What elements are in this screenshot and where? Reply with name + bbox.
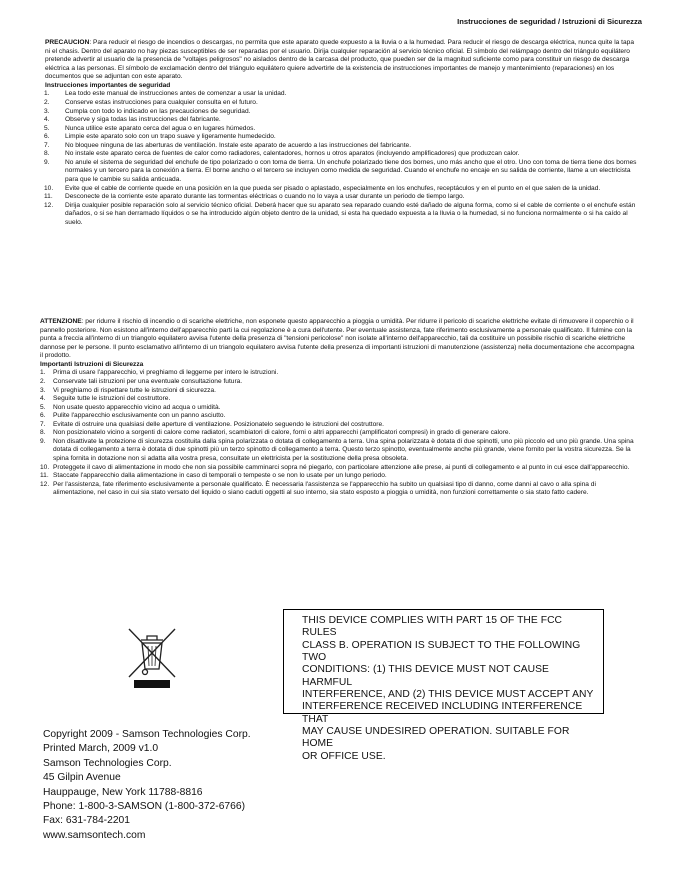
italian-instruction-item [40,421,638,430]
item-text: Limpie este aparato solo con un trapo suave y ligeramente humedecido. [65,133,276,141]
italian-instruction-item [40,395,638,404]
item-text: No bloquee ninguna de las aberturas de ventilación. Instale este aparato de acuerdo a las instrucciones del fabricante. [65,141,412,149]
footer-line: Fax: 631-784-2201 [43,815,131,827]
item-number: 9. [40,437,46,445]
item-text: Conservate tali istruzioni per una eventuale consultazione futura. [53,377,243,385]
item-text: Seguite tutte le istruzioni del costruttore. [53,395,171,403]
item-number: 6. [40,412,46,420]
item-text: Non disattivate la protezione di sicurezza costituita dalla spina polarizzata o dotata di collegamento a terra. Una spina polarizzata è dotata di due spinotti, uno più piccolo ed uno più grande. Una spina dotata di collegamento a terra è dotata di due spinotti più un terzo spinotto di collegamento a terra. Questo terzo spinotto, eventualmente anche più grande, viene fornito per la vostra sicurezza. Se la spina fornita in dotazione non si adatta alla vostra presa, consultate un elettricista per la sostituzione della presa obsoleta. [53,437,634,462]
spanish-safety-section [40,39,638,227]
item-number: 8. [40,429,46,437]
item-text: Conserve estas instrucciones para cualquier consulta en el futuro. [65,98,258,106]
item-number: 11. [40,472,49,480]
spanish-caution-text: : Para reducir el riesgo de incendios o descargas, no permita que este aparato quede expuesto a la lluvia o a la humedad. Para reducir el riesgo de descarga eléctrica, nunca quite la tapa ni el chasis. Dentro del aparato no hay piezas susceptibles de ser reparadas por el usuario. Dirija cualquier reparación al servicio técnico oficial. El símbolo del relámpago dentro del triángulo equilátero pretende advertir al usuario de la presencia de "voltajes peligrosos" no aislados dentro de la carcasa del producto, que pueden ser de la magnitud suficiente como para constituir un riesgo de descarga eléctrica a las personas. El símbolo de exclamación dentro del triángulo equilátero quiere advertirle de la existencia de instrucciones importantes de manejo y mantenimiento (reparaciones) en los documentos que se adjuntan con este aparato. [45,39,635,81]
italian-instruction-item [40,387,638,396]
spanish-instruction-item [40,142,638,151]
item-number: 10. [44,184,54,192]
footer-line: Samson Technologies Corp. [43,757,172,769]
italian-instruction-list [40,369,638,497]
item-number: 10. [40,463,50,471]
spanish-instruction-list [40,90,638,227]
spanish-instruction-item [40,133,638,142]
item-text: Lea todo este manual de instrucciones antes de comenzar a usar la unidad. [65,90,287,98]
item-text: Pulite l'apparecchio esclusivamente con un panno asciutto. [53,412,226,420]
item-text: Observe y siga todas las instrucciones del fabricante. [65,116,221,124]
italian-instruction-item [40,472,638,481]
spanish-caution-label: PRECAUCION [45,39,90,46]
item-text: Desconecte de la corriente este aparato durante las tormentas eléctricas o cuando no lo vaya a usar durante un periodo de tiempo largo. [65,193,465,201]
spanish-instruction-item [40,150,638,159]
item-number: 6. [44,133,50,141]
item-number: 1. [44,90,50,98]
item-number: 11. [44,193,53,201]
item-text: Proteggete il cavo di alimentazione in modo che non sia possibile camminarci sopra né piegarlo, con particolare attenzione alle prese, ai punti di collegamento e al punto in cui esce dall'apparecchio. [53,463,630,471]
item-number: 12. [44,201,54,209]
item-number: 3. [44,107,50,115]
item-number: 2. [44,98,50,106]
weee-symbol [122,622,182,696]
item-text: No anule el sistema de seguridad del enchufe de tipo polarizado o con toma de tierra. Un enchufe polarizado tiene dos bornes, uno más ancho que el otro. Uno con toma de tierra tiene dos bornes normales y un tercero para la conexión a tierra. El borne ancho o el tercero se incluyen como medida de seguridad. Cuando el enchufe no encaje en su salida de corriente, llame a un electricista para que le cambie su salida anticuada. [65,158,637,183]
spanish-instruction-item [40,90,638,99]
italian-instruction-item [40,378,638,387]
italian-instruction-item [40,404,638,413]
footer-line: Copyright 2009 - Samson Technologies Corp. [43,729,251,740]
item-text: Nunca utilice este aparato cerca del agua o en lugares húmedos. [65,124,256,132]
spanish-heading: Instrucciones importantes de seguridad [45,81,171,89]
italian-instruction-item [40,481,638,498]
italian-instruction-item [40,412,638,421]
item-number: 12. [40,480,50,488]
item-text: Evite que el cable de corriente quede en una posición en la que pueda ser pisado o aplastado, especialmente en los enchufes, receptáculos y en el punto en el que salen de la unidad. [65,184,601,192]
footer-line: 45 Gilpin Avenue [43,772,121,784]
crossed-out-wheelie-bin-icon [122,622,182,696]
item-text: Cumpla con todo lo indicado en las precauciones de seguridad. [65,107,251,115]
item-text: Evitate di ostruire una qualsiasi delle aperture di ventilazione. Posizionatelo seguendo le istruzioni del costruttore. [53,420,384,428]
item-number: 9. [44,158,50,166]
item-number: 4. [40,395,46,403]
item-number: 4. [44,116,50,124]
spanish-instruction-item [40,108,638,117]
spanish-instruction-item [40,185,638,194]
footer-line: Phone: 1-800-3-SAMSON (1-800-372-6766) [43,801,246,813]
item-number: 7. [40,420,46,428]
item-number: 7. [44,141,50,149]
spanish-instruction-item [40,159,638,185]
footer-line: Printed March, 2009 v1.0 [43,743,159,755]
footer-line: Hauppauge, New York 11788-8816 [43,786,203,798]
spanish-instruction-item [40,202,638,228]
item-number: 5. [44,124,50,132]
item-number: 1. [40,369,46,377]
item-text: Staccate l'apparecchio dalla alimentazione in caso di temporali o tempeste o se non lo usate per un lungo periodo. [53,472,387,480]
italian-caution-paragraph [40,318,638,361]
italian-instruction-item [40,438,638,464]
italian-caution-text: : per ridurre il rischio di incendio o di scariche elettriche, non esponete questo apparecchio a pioggia o umidità. Per ridurre il pericolo di scariche elettriche evitate di rimuovere il coperchio o il pannello posteriore. Non esistono all'interno dell'apparecchio parti la cui regolazione è a cura dell'utente. Per eventuale assistenza, fate riferimento esclusivamente a personale qualificato. Il fulmine con la punta a freccia all'interno di un triangolo equilatero avvisa l'utente della presenza di "tensioni pericolose" non isolate all'interno dell'apparecchio, tali da costituire un possibile rischio di scariche elettriche dannose per le persone. Il punto esclamativo all'interno di un triangolo equilatero avvisa l'utente della presenza di importanti istruzioni di manutenzione (assistenza) nella documentazione che accompagna il prodotto. [40,318,635,360]
item-text: Per l'assistenza, fate riferimento esclusivamente a personale qualificato. È necessaria l'assistenza se l'apparecchio ha subito un qualsiasi tipo di danno, come danni al cavo o alla spina di alimentazione, nel caso in cui sia stato versato del liquido o siano caduti oggetti al suo interno, sia stato esposto a pioggia o umidità, non funzioni correttamente o sia stato fatto cadere. [53,480,596,497]
company-footer [43,728,251,843]
item-text: Non posizionatelo vicino a sorgenti di calore come radiatori, scambiatori di calore, forni o altri apparecchi (amplificatori compresi) in grado di generare calore. [53,429,511,437]
item-text: Dirija cualquier posible reparación solo al servicio técnico oficial. Deberá hacer que su aparato sea reparado cuando esté dañado de alguna forma, como si el cable de corriente o el enchufe están dañados, o si se han derramado líquidos o se ha introducido algún objeto dentro de la unidad, si esta ha quedado expuesta a la lluvia o la humedad, si no funciona normalmente o si ha caído al suelo. [65,201,636,226]
italian-instruction-item [40,429,638,438]
italian-instruction-item [40,464,638,473]
italian-caution-label: ATTENZIONE [40,318,82,325]
spanish-instruction-item [40,125,638,134]
item-text: Prima di usare l'apparecchio, vi preghiamo di leggerne per intero le istruzioni. [53,369,279,377]
fcc-compliance-box: THIS DEVICE COMPLIES WITH PART 15 OF THE FCC RULES CLASS B. OPERATION IS SUBJECT TO THE FOLLOWING TWO CONDITIONS: (1) THIS DEVICE MUST NOT CAUSE HARMFUL INTERFERENCE, AND (2) THIS DEVICE MUST ACCEPT ANY INTERFERENCE RECEIVED INCLUDING INTERFERENCE THAT MAY CAUSE UNDESIRED OPERATION. SUITABLE FOR HOME OR OFFICE USE. [283,609,604,714]
spanish-instruction-item [40,99,638,108]
item-text: Vi preghiamo di rispettare tutte le istruzioni di sicurezza. [53,386,216,394]
spanish-instruction-item [40,116,638,125]
item-text: No instale este aparato cerca de fuentes de calor como radiadores, calentadores, hornos u otros aparatos (incluyendo amplificadores) que produzcan calor. [65,150,520,158]
footer-line: www.samsontech.com [43,829,146,841]
item-text: Non usate questo apparecchio vicino ad acqua o umidità. [53,403,221,411]
item-number: 8. [44,150,50,158]
italian-instruction-item [40,369,638,378]
page-header: Instrucciones de seguridad / Istruzioni di Sicurezza [457,17,642,26]
item-number: 2. [40,377,46,385]
item-number: 3. [40,386,46,394]
italian-safety-section [40,318,638,498]
italian-heading: Importanti Istruzioni di Sicurezza [40,360,144,368]
spanish-instruction-item [40,193,638,202]
spanish-caution-paragraph [40,39,638,82]
item-number: 5. [40,403,46,411]
